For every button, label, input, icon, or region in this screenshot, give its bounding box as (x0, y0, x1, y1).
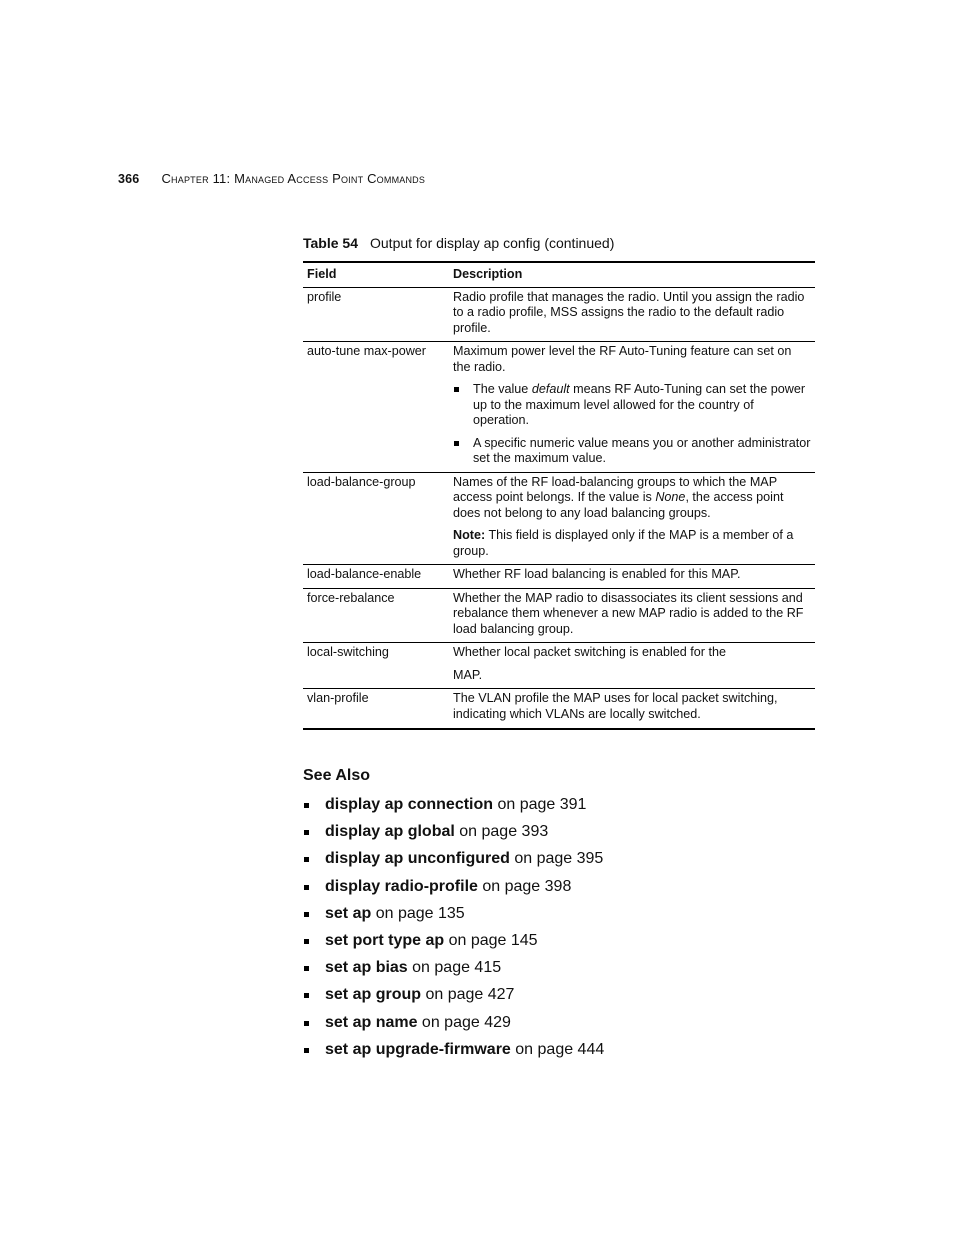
bullet-square-icon (304, 1021, 309, 1026)
field-name: force-rebalance (303, 588, 449, 643)
field-name: vlan-profile (303, 689, 449, 730)
page-reference: on page 145 (444, 931, 538, 949)
bullet-item (453, 436, 811, 467)
bullet-square-icon (304, 830, 309, 835)
see-also-item[interactable] (303, 849, 604, 876)
see-also-item[interactable] (303, 877, 604, 904)
see-also-item[interactable] (303, 958, 604, 985)
bullet-square-icon (304, 1048, 309, 1053)
field-description (449, 643, 815, 689)
table-row (303, 565, 815, 589)
field-description (449, 472, 815, 565)
column-header-field: Field (303, 262, 449, 287)
command-link[interactable]: set ap name (325, 1013, 418, 1031)
see-also-item[interactable] (303, 931, 604, 958)
see-also-item[interactable] (303, 904, 604, 931)
bullet-square-icon (304, 939, 309, 944)
command-link[interactable]: set ap group (325, 986, 422, 1004)
page-reference: on page 398 (477, 877, 572, 895)
field-description (449, 689, 815, 730)
field-description (449, 342, 815, 473)
table-row (303, 689, 815, 730)
description-text: Whether RF load balancing is enabled for this MAP. (453, 567, 741, 581)
description-text: Whether local packet switching is enabled for the (453, 645, 727, 659)
bullet-text: means RF Auto-Tuning can set the power up to the maximum level allowed for the country of operation. (473, 382, 806, 427)
page-reference: on page 135 (371, 904, 465, 922)
field-name: load-balance-group (303, 472, 449, 565)
description-bullets (453, 382, 811, 467)
page-reference: on page 415 (407, 959, 502, 977)
field-description (449, 588, 815, 643)
command-link[interactable]: display radio-profile (325, 877, 478, 895)
table-header-row (303, 262, 815, 287)
note-text (453, 528, 811, 559)
description-text: The VLAN profile the MAP uses for local packet switching, indicating which VLANs are locally switched. (453, 691, 778, 721)
field-name: profile (303, 287, 449, 342)
page-number: 366 (118, 172, 140, 186)
description-text (453, 475, 811, 522)
bullet-square-icon (304, 857, 309, 862)
config-output-table (303, 261, 815, 730)
table-row (303, 472, 815, 565)
command-link[interactable]: set ap bias (325, 959, 408, 977)
description-text-part: Names of the RF load-balancing groups to which the MAP access point belongs. If the value is (453, 474, 777, 504)
see-also-item[interactable] (303, 795, 604, 822)
bullet-text: The value (473, 382, 532, 396)
description-text: Whether the MAP radio to disassociates its client sessions and rebalance them whenever a new MAP radio is added to the RF load balancing group. (453, 590, 804, 636)
table-caption-label: Table 54 (303, 235, 358, 251)
page-reference: on page 444 (510, 1040, 605, 1058)
command-link[interactable]: set ap upgrade-firmware (325, 1040, 511, 1058)
running-header (118, 171, 425, 186)
field-name: auto-tune max-power (303, 342, 449, 473)
field-name: local-switching (303, 643, 449, 689)
field-name: load-balance-enable (303, 565, 449, 589)
bullet-square-icon (454, 441, 459, 446)
page-reference: on page 391 (493, 796, 587, 813)
table-row (303, 342, 815, 473)
table-row (303, 588, 815, 643)
bullet-square-icon (454, 387, 459, 392)
column-header-description: Description (449, 262, 815, 287)
command-link[interactable]: display ap unconfigured (325, 850, 510, 868)
see-also-item[interactable] (303, 1040, 604, 1067)
note-label: Note: (453, 528, 486, 542)
bullet-square-icon (304, 993, 309, 998)
table-row (303, 643, 815, 689)
see-also-list (303, 795, 604, 1067)
see-also-heading: See Also (303, 767, 370, 784)
description-text: MAP. (453, 667, 483, 682)
note-body: This field is displayed only if the MAP is a member of a group. (453, 528, 794, 558)
command-link[interactable]: display ap connection (325, 796, 494, 813)
bullet-square-icon (304, 885, 309, 890)
see-also-item[interactable] (303, 1013, 604, 1040)
bullet-text: A specific numeric value means you or another administrator set the maximum value. (473, 435, 811, 465)
see-also-item[interactable] (303, 985, 604, 1012)
page-reference: on page 393 (454, 823, 549, 841)
description-emphasis: None (655, 490, 686, 504)
page-reference: on page 395 (509, 850, 604, 868)
bullet-emphasis: default (531, 382, 570, 396)
field-description (449, 287, 815, 342)
bullet-square-icon (304, 803, 309, 808)
field-description (449, 565, 815, 589)
see-also-item[interactable] (303, 822, 604, 849)
description-text: Radio profile that manages the radio. Until you assign the radio to a radio profile, MSS assigns the radio to the default radio profile. (453, 289, 805, 335)
description-text: Maximum power level the RF Auto-Tuning feature can set on the radio. (453, 344, 792, 374)
table-row (303, 287, 815, 342)
page-reference: on page 427 (421, 986, 515, 1004)
page-reference: on page 429 (417, 1013, 511, 1031)
command-link[interactable]: set ap (325, 904, 372, 922)
command-link[interactable]: set port type ap (325, 931, 445, 949)
description-text-part: , the access point does not belong to any load balancing groups. (453, 490, 784, 520)
table-caption (303, 235, 614, 251)
bullet-square-icon (304, 912, 309, 917)
table-caption-text: Output for display ap config (continued) (370, 235, 615, 251)
bullet-square-icon (304, 966, 309, 971)
chapter-title: Chapter 11: Managed Access Point Commands (161, 171, 426, 186)
bullet-item (453, 382, 811, 429)
command-link[interactable]: display ap global (325, 823, 455, 841)
